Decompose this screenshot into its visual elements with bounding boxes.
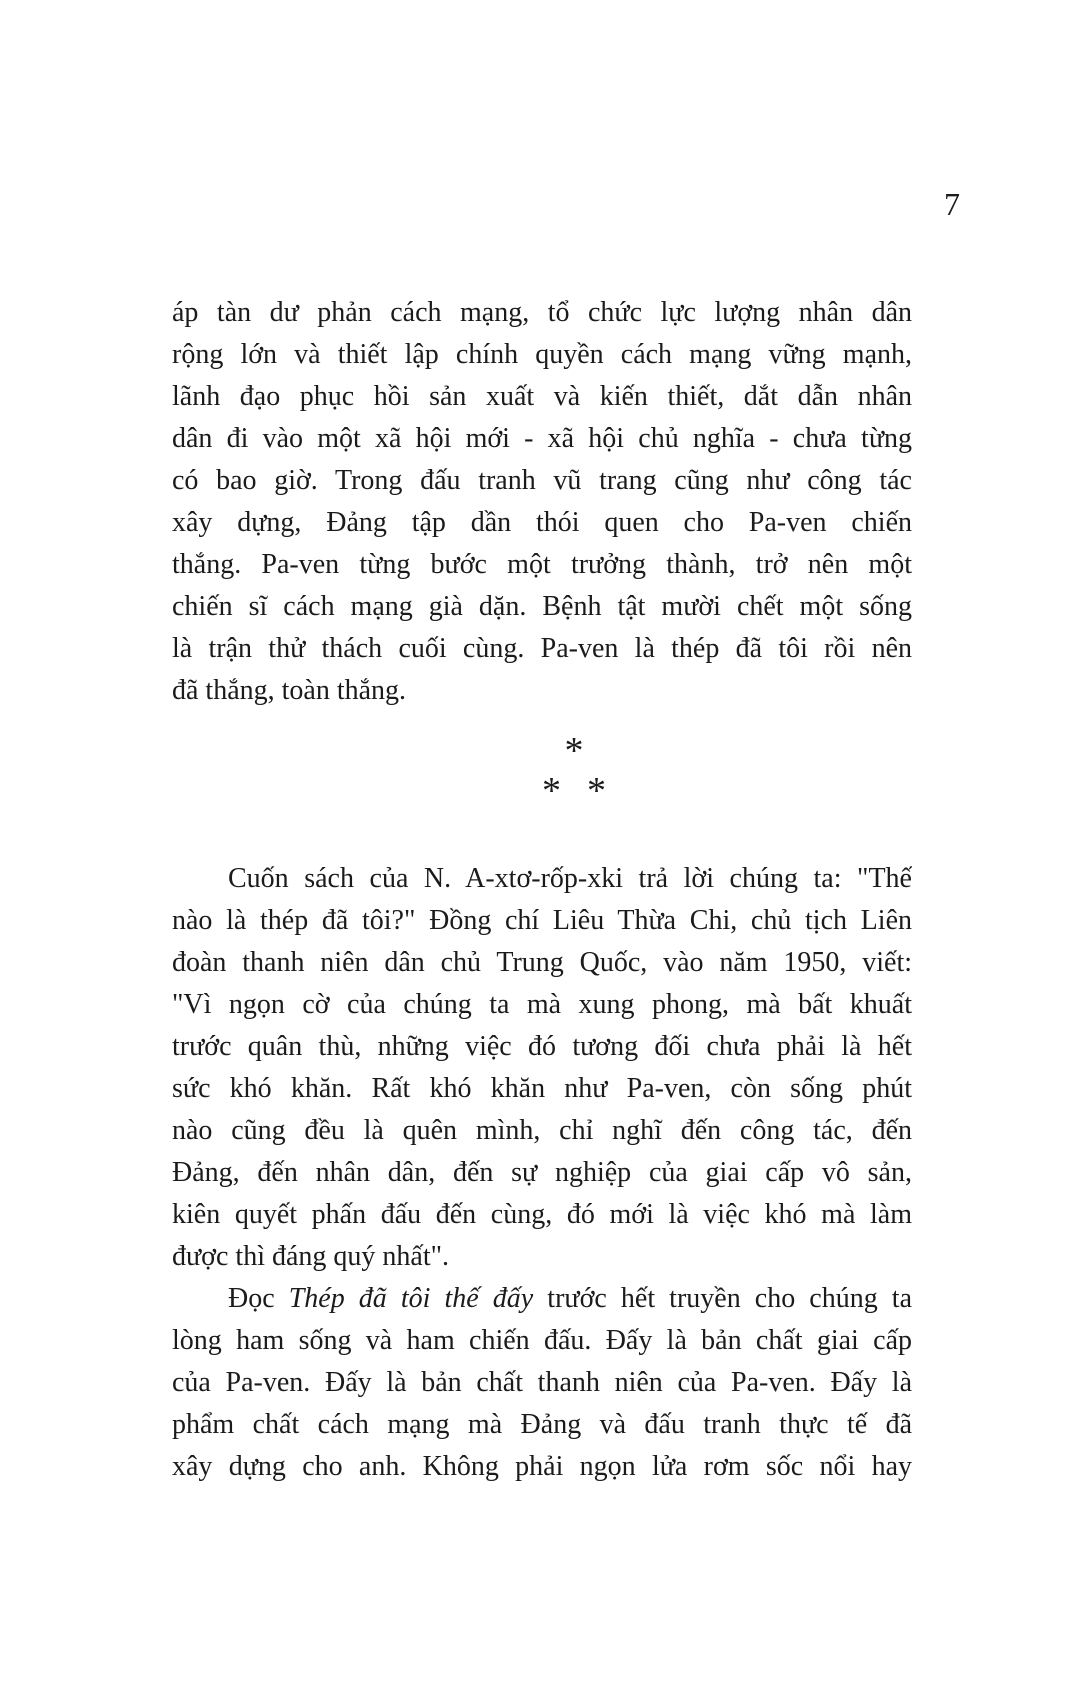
text-line: "Vì ngọn cờ của chúng ta mà xung phong, mà bất khuất <box>172 989 912 1020</box>
separator-star-right: * <box>587 770 606 812</box>
text-line: đoàn thanh niên dân chủ Trung Quốc, vào năm 1950, viết: <box>172 947 912 978</box>
text-line: rộng lớn và thiết lập chính quyền cách mạng vững mạnh, <box>172 339 912 370</box>
text-line: trước quân thù, những việc đó tương đối chưa phải là hết <box>172 1031 912 1062</box>
paragraph-suffix: trước hết truyền cho chúng ta <box>533 1283 912 1314</box>
text-line: Đảng, đến nhân dân, đến sự nghiệp của giai cấp vô sản, <box>172 1157 912 1188</box>
text-line: dân đi vào một xã hội mới - xã hội chủ nghĩa - chưa từng <box>172 423 912 454</box>
text-line: xây dựng cho anh. Không phải ngọn lửa rơm sốc nổi hay <box>172 1451 912 1482</box>
text-line: áp tàn dư phản cách mạng, tổ chức lực lượng nhân dân <box>172 297 912 328</box>
text-line: lòng ham sống và ham chiến đấu. Đấy là bản chất giai cấp <box>172 1325 912 1356</box>
book-title-italic: Thép đã tôi thế đấy <box>288 1283 534 1314</box>
text-line <box>172 1278 912 1320</box>
text-line: nào cũng đều là quên mình, chỉ nghĩ đến công tác, đến <box>172 1115 912 1146</box>
separator-star-row <box>374 770 774 812</box>
paragraph-opening <box>172 292 912 712</box>
paragraph-commentary <box>172 1278 912 1488</box>
separator-star-top: * <box>564 730 584 772</box>
paragraph-prefix: Đọc <box>228 1283 289 1314</box>
text-line: thắng. Pa-ven từng bước một trưởng thành, trở nên một <box>172 549 912 580</box>
text-line: có bao giờ. Trong đấu tranh vũ trang cũng như công tác <box>172 465 912 496</box>
page-number: 7 <box>944 186 960 222</box>
paragraph-quote <box>172 858 912 1278</box>
body-text-block <box>172 858 912 1488</box>
paragraph-commentary-rest <box>172 1320 912 1488</box>
text-line: nào là thép đã tôi?" Đồng chí Liêu Thừa Chi, chủ tịch Liên <box>172 905 912 936</box>
text-line: kiên quyết phấn đấu đến cùng, đó mới là việc khó mà làm <box>172 1199 912 1230</box>
text-line: của Pa-ven. Đấy là bản chất thanh niên của Pa-ven. Đấy là <box>172 1367 912 1398</box>
text-line: sức khó khăn. Rất khó khăn như Pa-ven, còn sống phút <box>172 1073 912 1104</box>
text-line: Cuốn sách của N. A-xtơ-rốp-xki trả lời chúng ta: "Thế <box>228 863 912 894</box>
text-line: xây dựng, Đảng tập dần thói quen cho Pa-ven chiến <box>172 507 912 538</box>
separator-star-left: * <box>542 770 561 812</box>
text-line: đã thắng, toàn thắng. <box>172 675 407 706</box>
text-line: là trận thử thách cuối cùng. Pa-ven là thép đã tôi rồi nên <box>172 633 912 664</box>
text-line: lãnh đạo phục hồi sản xuất và kiến thiết, dắt dẫn nhân <box>172 381 912 412</box>
section-separator <box>374 730 774 812</box>
text-line: được thì đáng quý nhất". <box>172 1241 450 1272</box>
text-line: chiến sĩ cách mạng già dặn. Bệnh tật mười chết một sống <box>172 591 912 622</box>
text-line: phẩm chất cách mạng mà Đảng và đấu tranh thực tế đã <box>172 1409 912 1440</box>
